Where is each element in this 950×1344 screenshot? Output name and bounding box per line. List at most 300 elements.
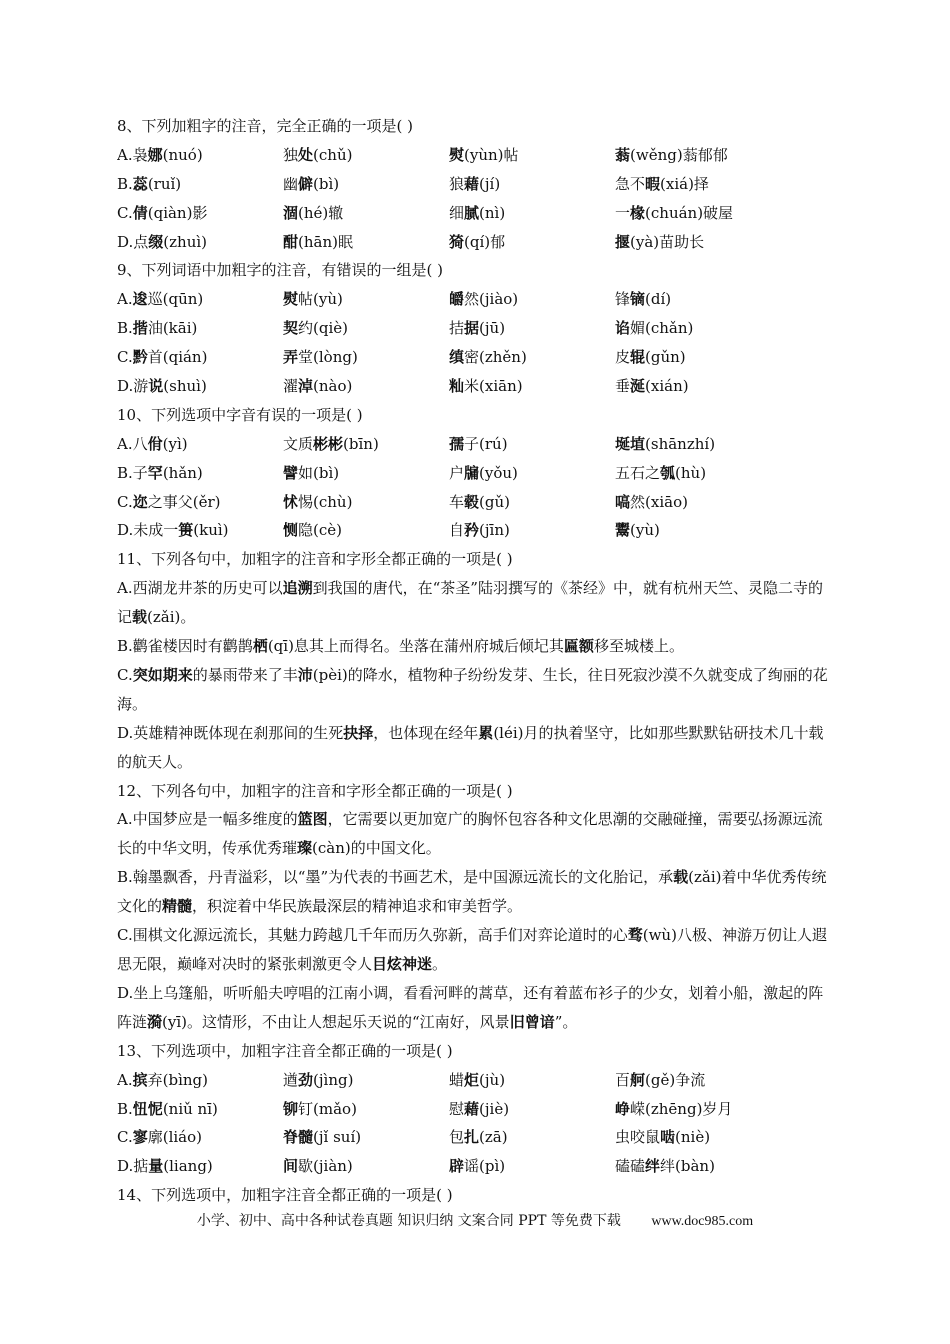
option-cell	[117, 516, 283, 545]
question-list	[117, 112, 837, 1210]
bold-char: 揩	[132, 319, 148, 338]
option-row	[117, 488, 837, 517]
option-cell	[283, 430, 449, 459]
option-cell	[283, 285, 449, 314]
cell-suffix: 嵘(zhēng)岁月	[630, 1099, 733, 1118]
bold-char: 逡	[132, 290, 148, 309]
question-stem: 13、下列选项中，加粗字注音全都正确的一项是( )	[117, 1041, 453, 1060]
option-text: ”。	[554, 1012, 578, 1031]
option-row	[117, 516, 837, 545]
cell-prefix: 车	[449, 492, 465, 511]
cell-prefix: 急不	[615, 174, 646, 193]
option-cell	[117, 459, 283, 488]
option-cell	[283, 1152, 449, 1181]
bold-char: 籼	[449, 377, 465, 396]
option-cell	[283, 516, 449, 545]
bold-char: 辟	[449, 1157, 465, 1176]
option-cell	[117, 1152, 283, 1181]
option-cell	[283, 141, 449, 170]
bold-char: 腻	[464, 203, 480, 222]
cell-prefix: D.点	[117, 232, 149, 251]
cell-prefix: 遒	[283, 1070, 299, 1089]
option-cell	[117, 228, 283, 257]
cell-prefix: 狼	[449, 174, 465, 193]
option-text: A.中国梦应是一幅多维度的	[117, 810, 298, 829]
option-text: 到我国的唐代，在“茶圣”陆羽撰写的《茶经》中，就有杭州天竺、灵隐二寺的记	[117, 579, 823, 627]
cell-prefix: 文质	[283, 434, 314, 453]
cell-suffix: 惕(chù)	[298, 492, 353, 511]
cell-prefix: B.	[117, 174, 133, 193]
bold-char: 劲	[298, 1070, 314, 1089]
cell-suffix: 之事父(ěr)	[147, 492, 221, 511]
option-row	[117, 314, 837, 343]
question-stem: 10、下列选项中字音有误的一项是( )	[117, 405, 363, 424]
cell-suffix: (nì)	[479, 203, 506, 222]
cell-prefix: C.	[117, 492, 133, 511]
bold-char: 间	[283, 1157, 299, 1176]
bold-char: 峥	[615, 1099, 631, 1118]
cell-suffix: 然(jiào)	[464, 290, 519, 309]
option-cell	[283, 314, 449, 343]
cell-suffix: (jù)	[479, 1070, 506, 1089]
cell-suffix: 帖(yù)	[298, 290, 343, 309]
bold-char: 僻	[298, 174, 314, 193]
bold-char: 据	[464, 319, 480, 338]
cell-prefix: 幽	[283, 174, 299, 193]
bold-char: 缀	[148, 232, 164, 251]
option-paragraph	[117, 661, 837, 719]
option-row	[117, 170, 837, 199]
bold-char: 酣	[283, 232, 299, 251]
bold-text: 栖	[252, 637, 268, 656]
cell-prefix: D.掂	[117, 1157, 149, 1176]
option-row	[117, 285, 837, 314]
bold-char: 量	[148, 1157, 164, 1176]
bold-char: 契	[283, 319, 299, 338]
option-cell	[615, 430, 837, 459]
bold-text: 突如期来	[132, 665, 193, 684]
option-text: C.	[117, 665, 133, 684]
cell-prefix: 濯	[283, 377, 299, 396]
option-cell	[283, 459, 449, 488]
cell-suffix: (jū)	[479, 319, 506, 338]
bold-text: 璨	[297, 839, 313, 858]
option-row	[117, 141, 837, 170]
bold-char: 淖	[298, 377, 314, 396]
option-cell	[117, 372, 283, 401]
option-text: ，它需要以更加宽广的胸怀包容各种文化思潮的交融碰撞，需要弘扬源远流长的中华文明，传承优秀璀	[117, 810, 823, 858]
bold-char: 譬	[283, 463, 299, 482]
cell-suffix: (yù)	[630, 521, 660, 540]
bold-char: 绊	[645, 1157, 661, 1176]
option-cell	[615, 1152, 837, 1181]
cell-suffix: 油(kāi)	[147, 319, 198, 338]
option-cell	[449, 372, 615, 401]
option-cell	[615, 141, 837, 170]
cell-prefix: 细	[449, 203, 465, 222]
cell-suffix: (jiè)	[479, 1099, 510, 1118]
bold-char: 镝	[630, 290, 646, 309]
bold-char: 揠	[615, 232, 631, 251]
option-cell	[449, 141, 615, 170]
cell-prefix: 自	[449, 521, 465, 540]
option-cell	[117, 199, 283, 228]
cell-prefix: 蜡	[449, 1070, 465, 1089]
bold-text: 篮图	[297, 810, 328, 829]
cell-suffix: (jǐ suí)	[313, 1128, 362, 1147]
bold-char: 佾	[147, 434, 163, 453]
option-cell	[449, 285, 615, 314]
bold-char: 铆	[283, 1099, 299, 1118]
bold-char: 嗃	[615, 492, 631, 511]
cell-suffix: (zā)	[479, 1128, 508, 1147]
question-stem: 8、下列加粗字的注音，完全正确的一项是( )	[117, 117, 414, 135]
option-paragraph	[117, 632, 837, 661]
cell-prefix: 慰	[449, 1099, 465, 1118]
cell-suffix: (jí)	[479, 174, 501, 193]
cell-prefix: 皮	[615, 348, 631, 367]
option-cell	[615, 285, 837, 314]
question-stem: 11、下列各句中，加粗字的注音和字形全都正确的一项是( )	[117, 550, 513, 569]
bold-char: 篑	[178, 521, 194, 540]
cell-suffix: (hān)眠	[298, 232, 353, 251]
option-cell	[283, 1095, 449, 1124]
bold-char: 彬彬	[313, 434, 344, 453]
footer-text: 小学、初中、高中各种试卷真题 知识归纳 文案合同 PPT 等免费下载	[196, 1213, 621, 1229]
cell-suffix: (qiàn)影	[147, 203, 208, 222]
bold-char: 皭	[449, 290, 465, 309]
bold-text: 目炫神迷	[372, 955, 433, 974]
cell-suffix: (shuì)	[163, 377, 207, 396]
cell-suffix: 子(rú)	[464, 434, 508, 453]
cell-prefix: 户	[449, 463, 465, 482]
option-text: B.翰墨飘香，丹青溢彩，以“墨”为代表的书画艺术，是中国源远流长的文化胎记，承	[117, 868, 674, 887]
footer-url[interactable]: www.doc985.com	[651, 1214, 754, 1229]
option-text: (pèi)的降水，植物种子纷纷发芽、生长，往日死寂沙漠不久就变成了绚丽的花海。	[117, 665, 828, 713]
cell-suffix: (ruǐ)	[147, 174, 182, 193]
option-cell	[615, 459, 837, 488]
bold-char: 矜	[464, 521, 480, 540]
cell-prefix: D.游	[117, 377, 149, 396]
cell-suffix: 歇(jiàn)	[298, 1157, 353, 1176]
cell-prefix: 锋	[615, 290, 631, 309]
cell-suffix: (bì)	[313, 174, 340, 193]
option-cell	[615, 1123, 837, 1152]
option-cell	[117, 141, 283, 170]
bold-char: 黔	[132, 348, 148, 367]
option-cell	[117, 1066, 283, 1095]
bold-char: 娜	[147, 145, 163, 164]
question-stem: 12、下列各句中，加粗字的注音和字形全都正确的一项是( )	[117, 781, 513, 800]
cell-suffix: 然(xiāo)	[630, 492, 688, 511]
cell-prefix: B.子	[117, 463, 148, 482]
cell-suffix: (jìng)	[313, 1070, 354, 1089]
cell-suffix: (gě)争流	[645, 1070, 706, 1089]
bold-char: 迩	[132, 492, 148, 511]
option-paragraph	[117, 921, 837, 979]
cell-suffix: 堂(lòng)	[298, 348, 358, 367]
cell-suffix: 钉(mǎo)	[298, 1099, 357, 1118]
option-text: D.英雄精神既体现在刹那间的生死	[117, 723, 344, 742]
option-row	[117, 1123, 837, 1152]
cell-suffix: (jīn)	[479, 521, 510, 540]
cell-suffix: (zhuì)	[163, 232, 208, 251]
cell-prefix: 磕磕	[615, 1157, 646, 1176]
option-text: B.鹳雀楼因时有鹳鹊	[117, 637, 253, 656]
option-cell	[615, 343, 837, 372]
option-text: (zǎi)。	[147, 608, 196, 627]
bold-char: 忸怩	[132, 1099, 163, 1118]
option-paragraph	[117, 719, 837, 777]
bold-char: 罕	[147, 463, 163, 482]
bold-char: 猗	[449, 232, 465, 251]
bold-char: 摈	[132, 1070, 148, 1089]
cell-suffix: (shānzhí)	[645, 434, 716, 453]
bold-text: 抉择	[343, 723, 374, 742]
option-text: ，积淀着中华民族最深层的精神追求和审美哲学。	[192, 897, 523, 916]
cell-suffix: 廓(liáo)	[147, 1128, 203, 1147]
cell-suffix: (bīn)	[343, 434, 379, 453]
option-row	[117, 372, 837, 401]
option-cell	[449, 199, 615, 228]
cell-suffix: 谣(pì)	[464, 1157, 506, 1176]
cell-suffix: 密(zhěn)	[464, 348, 527, 367]
option-cell	[449, 1095, 615, 1124]
cell-suffix: 媚(chǎn)	[630, 319, 694, 338]
cell-prefix: 垂	[615, 377, 631, 396]
cell-suffix: (gǔ)	[479, 492, 510, 511]
bold-char: 寥	[132, 1128, 148, 1147]
bold-char: 蓊	[615, 145, 631, 164]
option-cell	[117, 430, 283, 459]
cell-suffix: (nuó)	[162, 145, 203, 164]
bold-char: 处	[298, 145, 314, 164]
option-row	[117, 1066, 837, 1095]
option-text: C.围棋文化源远流长，其魅力跨越几千年而历久弥新，高手们对弈论道时的心	[117, 926, 628, 945]
cell-suffix: (dí)	[645, 290, 672, 309]
page-footer	[0, 1211, 950, 1232]
bold-char: 弄	[283, 348, 299, 367]
option-row	[117, 199, 837, 228]
cell-suffix: 巡(qūn)	[147, 290, 204, 309]
option-cell	[449, 314, 615, 343]
option-paragraph	[117, 863, 837, 921]
bold-char: 毂	[464, 492, 480, 511]
cell-suffix: 如(bì)	[298, 463, 340, 482]
option-cell	[117, 1123, 283, 1152]
cell-prefix: B.	[117, 1099, 133, 1118]
cell-prefix: C.	[117, 348, 133, 367]
cell-prefix: A.八	[117, 434, 148, 453]
option-cell	[117, 314, 283, 343]
option-cell	[283, 343, 449, 372]
option-cell	[615, 314, 837, 343]
cell-suffix: (xián)	[645, 377, 689, 396]
cell-prefix: A.	[117, 290, 133, 309]
option-row	[117, 459, 837, 488]
option-text: A.西湖龙井茶的历史可以	[117, 579, 283, 598]
option-text: 的暴雨带来了丰	[192, 665, 298, 684]
option-cell	[117, 285, 283, 314]
cell-prefix: 一	[615, 203, 631, 222]
cell-prefix: 拮	[449, 319, 465, 338]
option-text: (zǎi)着中华优秀传统文化的	[117, 868, 827, 916]
option-text: (léi)月的执着坚守，比如那些默默钻研技术几十载的航天人。	[117, 723, 824, 771]
option-paragraph	[117, 805, 837, 863]
option-text: (qī)息其上而得名。坐落在蒲州府城后倾圮其	[267, 637, 564, 656]
option-cell	[449, 1123, 615, 1152]
cell-prefix: C.	[117, 1128, 133, 1147]
option-cell	[449, 228, 615, 257]
cell-suffix: (qí)郁	[464, 232, 506, 251]
option-cell	[449, 343, 615, 372]
cell-suffix: (xiá)择	[660, 174, 709, 193]
bold-char: 埏埴	[615, 434, 646, 453]
bold-char: 牖	[464, 463, 480, 482]
cell-suffix: (hǎn)	[162, 463, 203, 482]
option-text: D.坐上乌篷船，听听船夫哼唱的江南小调，看看河畔的蒿草，还有着蓝布衫子的少女，划着小船，激起的阵阵涟	[117, 983, 824, 1031]
option-cell	[117, 488, 283, 517]
option-cell	[615, 228, 837, 257]
option-cell	[117, 1095, 283, 1124]
option-text: (wù)八极、神游万仞让人遐思无限，巅峰对决时的紧张刺激更令人	[117, 926, 827, 974]
cell-suffix: (liang)	[163, 1157, 213, 1176]
question-stem: 14、下列选项中，加粗字注音全都正确的一项是( )	[117, 1186, 453, 1205]
option-cell	[283, 170, 449, 199]
option-cell	[283, 372, 449, 401]
option-cell	[117, 343, 283, 372]
cell-prefix: 包	[449, 1128, 465, 1147]
bold-text: 沛	[297, 665, 313, 684]
bold-char: 蕊	[132, 174, 148, 193]
option-text: (yī)。这情形，不由让人想起乐天说的“江南好，风景	[162, 1012, 510, 1031]
bold-char: 辊	[630, 348, 646, 367]
cell-prefix: 虫咬鼠	[615, 1128, 661, 1147]
bold-text: 累	[478, 723, 494, 742]
option-cell	[449, 459, 615, 488]
bold-text: 漪	[147, 1012, 163, 1031]
cell-suffix: (yì)	[162, 434, 188, 453]
option-text: 。	[432, 955, 448, 974]
cell-suffix: (nào)	[313, 377, 353, 396]
bold-char: 孺	[449, 434, 465, 453]
bold-char: 怵	[283, 492, 299, 511]
bold-char: 椽	[630, 203, 646, 222]
option-cell	[615, 1095, 837, 1124]
option-text: 移至城楼上。	[593, 637, 684, 656]
option-cell	[117, 170, 283, 199]
option-cell	[449, 516, 615, 545]
cell-suffix: (kuì)	[193, 521, 229, 540]
cell-prefix: 百	[615, 1070, 631, 1089]
cell-suffix: 约(qiè)	[298, 319, 348, 338]
bold-char: 倩	[132, 203, 148, 222]
bold-char: 脊髓	[283, 1128, 314, 1147]
cell-prefix: A.	[117, 1070, 133, 1089]
cell-suffix: 首(qián)	[147, 348, 208, 367]
cell-suffix: (chuán)破屋	[645, 203, 734, 222]
bold-char: 谄	[615, 319, 631, 338]
option-cell	[449, 170, 615, 199]
cell-suffix: (niè)	[675, 1128, 711, 1147]
bold-text: 载	[132, 608, 148, 627]
option-cell	[283, 488, 449, 517]
bold-char: 恻	[283, 521, 299, 540]
option-cell	[283, 199, 449, 228]
option-row	[117, 228, 837, 257]
bold-char: 涎	[630, 377, 646, 396]
cell-prefix: 独	[283, 145, 299, 164]
bold-text: 旧曾谙	[509, 1012, 555, 1031]
option-row	[117, 1095, 837, 1124]
bold-text: 追溯	[282, 579, 313, 598]
bold-char: 熨	[283, 290, 299, 309]
cell-suffix: (yà)苗助长	[630, 232, 705, 251]
bold-char: 熨	[449, 145, 465, 164]
option-cell	[283, 228, 449, 257]
bold-char: 暇	[645, 174, 661, 193]
bold-text: 载	[673, 868, 689, 887]
cell-suffix: 米(xiān)	[464, 377, 523, 396]
cell-suffix: (gǔn)	[645, 348, 686, 367]
cell-suffix: (niǔ nī)	[162, 1099, 218, 1118]
cell-prefix: B.	[117, 319, 133, 338]
cell-prefix: A.袅	[117, 145, 148, 164]
bold-text: 精髓	[162, 897, 193, 916]
option-cell	[615, 199, 837, 228]
bold-char: 涸	[283, 203, 299, 222]
bold-char: 啮	[660, 1128, 676, 1147]
cell-suffix: (yùn)帖	[464, 145, 519, 164]
option-cell	[615, 516, 837, 545]
option-text: ，也体现在经年	[373, 723, 479, 742]
option-cell	[283, 1123, 449, 1152]
option-text: (càn)的中国文化。	[312, 839, 441, 858]
cell-suffix: 隐(cè)	[298, 521, 342, 540]
option-row	[117, 343, 837, 372]
cell-suffix: 弃(bìng)	[147, 1070, 208, 1089]
option-paragraph	[117, 979, 837, 1037]
cell-suffix: (hé)辙	[298, 203, 344, 222]
option-row	[117, 430, 837, 459]
bold-char: 鬻	[615, 521, 631, 540]
cell-prefix: D.未成一	[117, 521, 179, 540]
option-cell	[615, 170, 837, 199]
option-cell	[615, 1066, 837, 1095]
bold-char: 藉	[464, 174, 480, 193]
option-cell	[449, 1152, 615, 1181]
cell-suffix: (wěng)蓊郁郁	[630, 145, 728, 164]
bold-text: 匾额	[563, 637, 594, 656]
option-cell	[615, 488, 837, 517]
bold-char: 缜	[449, 348, 465, 367]
bold-char: 舸	[630, 1070, 646, 1089]
bold-char: 扎	[464, 1128, 480, 1147]
option-cell	[449, 1066, 615, 1095]
cell-suffix: 绊(bàn)	[660, 1157, 715, 1176]
option-cell	[449, 430, 615, 459]
bold-char: 瓠	[660, 463, 676, 482]
option-row	[117, 1152, 837, 1181]
question-stem: 9、下列词语中加粗字的注音，有错误的一组是( )	[117, 261, 444, 280]
cell-suffix: (hù)	[675, 463, 707, 482]
bold-char: 藉	[464, 1099, 480, 1118]
option-cell	[615, 372, 837, 401]
cell-prefix: C.	[117, 203, 133, 222]
option-paragraph	[117, 574, 837, 632]
cell-suffix: (chǔ)	[313, 145, 353, 164]
cell-suffix: (yǒu)	[479, 463, 518, 482]
